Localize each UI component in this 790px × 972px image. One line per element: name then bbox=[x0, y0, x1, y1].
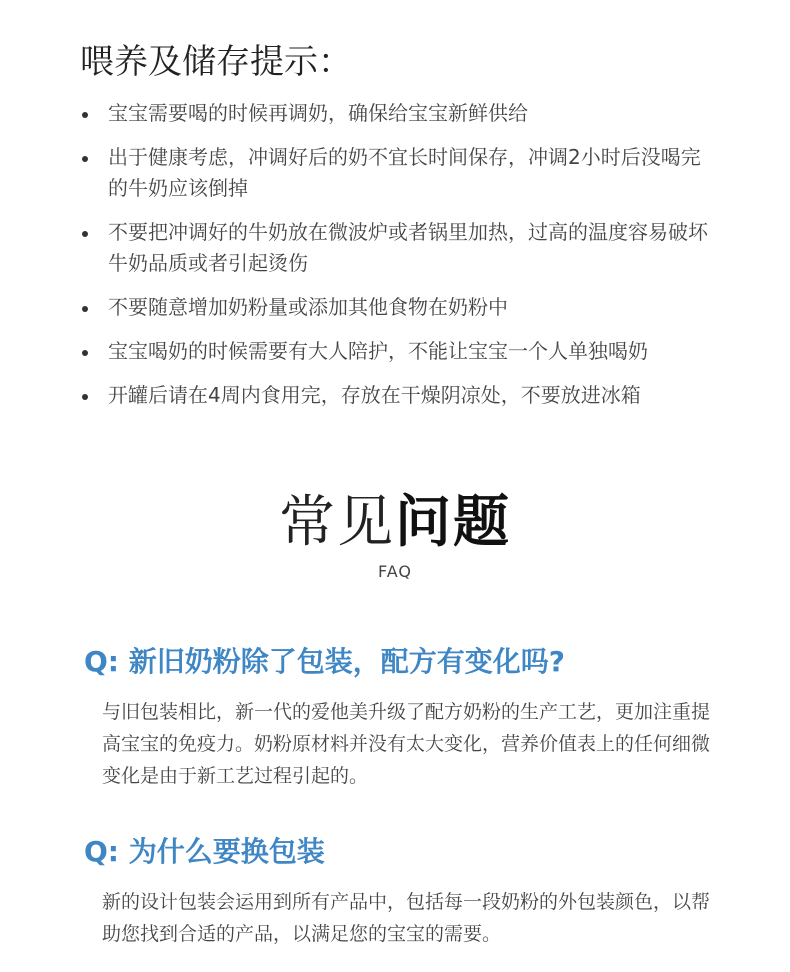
faq-question: Q: 新旧奶粉除了包装，配方有变化吗? bbox=[84, 645, 565, 678]
tip-text: 宝宝需要喝的时候再调奶，确保给宝宝新鲜供给 bbox=[108, 101, 528, 125]
bullet-icon bbox=[82, 231, 88, 237]
tip-text: 不要把冲调好的牛奶放在微波炉或者锅里加热，过高的温度容易破坏牛奶品质或者引起烫伤 bbox=[108, 220, 708, 275]
faq-item bbox=[84, 832, 714, 950]
bullet-icon bbox=[82, 306, 88, 312]
list-item bbox=[80, 336, 720, 367]
list-item bbox=[80, 217, 720, 279]
faq-subtitle: FAQ bbox=[378, 562, 412, 581]
faq-heading-bold: 问题 bbox=[395, 490, 511, 555]
bullet-icon bbox=[82, 394, 88, 400]
list-item bbox=[80, 292, 720, 323]
tips-title: 喂养及储存提示： bbox=[80, 42, 352, 82]
tip-text: 宝宝喝奶的时候需要有大人陪护，不能让宝宝一个人单独喝奶 bbox=[108, 339, 648, 363]
faq-answer: 新的设计包装会运用到所有产品中，包括每一段奶粉的外包装颜色，以帮助您找到合适的产品，以满足您的宝宝的需要。 bbox=[102, 891, 711, 945]
tip-text: 开罐后请在4周内食用完，存放在干燥阴凉处，不要放进冰箱 bbox=[108, 383, 641, 407]
faq-question: Q: 为什么要换包装 bbox=[84, 835, 325, 868]
tips-list bbox=[80, 98, 720, 424]
bullet-icon bbox=[82, 112, 88, 118]
tip-text: 不要随意增加奶粉量或添加其他食物在奶粉中 bbox=[108, 295, 508, 319]
faq-answer: 与旧包装相比，新一代的爱他美升级了配方奶粉的生产工艺，更加注重提高宝宝的免疫力。奶粉原材料并没有太大变化，营养价值表上的任何细微变化是由于新工艺过程引起的。 bbox=[102, 701, 711, 787]
faq-heading-light: 常见 bbox=[279, 490, 395, 555]
bullet-icon bbox=[82, 350, 88, 356]
faq-heading bbox=[0, 488, 790, 558]
tip-text: 出于健康考虑，冲调好后的奶不宜长时间保存，冲调2小时后没喝完的牛奶应该倒掉 bbox=[108, 145, 701, 200]
list-item bbox=[80, 98, 720, 129]
list-item bbox=[80, 142, 720, 204]
bullet-icon bbox=[82, 156, 88, 162]
faq-item bbox=[84, 642, 714, 792]
list-item bbox=[80, 380, 720, 411]
